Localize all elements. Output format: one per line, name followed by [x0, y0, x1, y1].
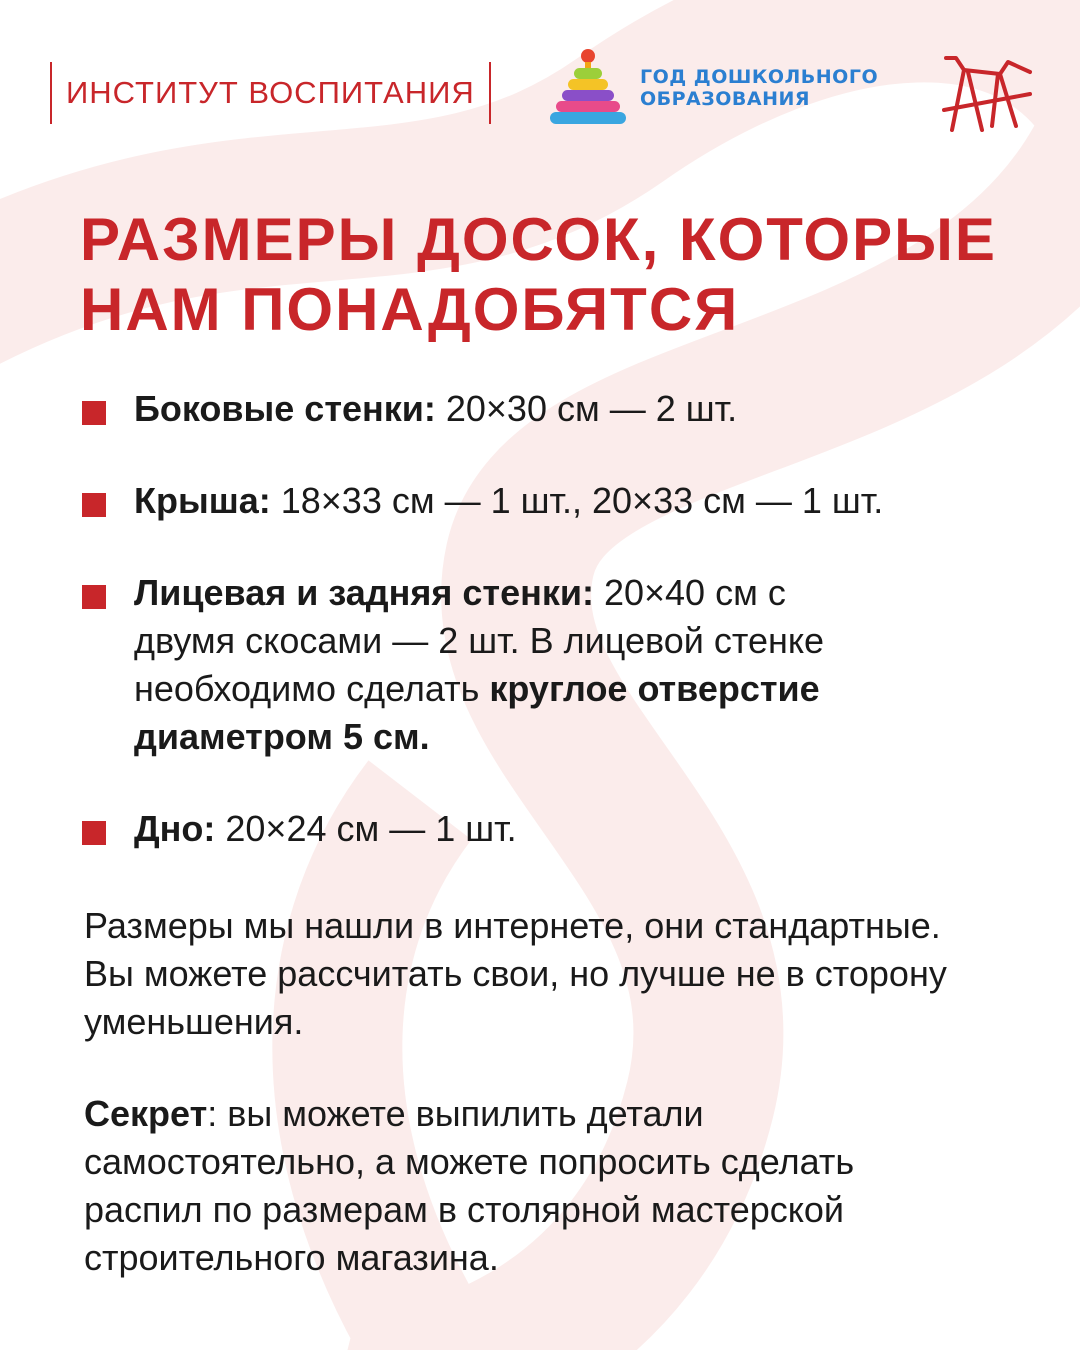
title-line1: РАЗМЕРЫ ДОСОК, КОТОРЫЕ: [80, 206, 997, 273]
institute-name: ИНСТИТУТ ВОСПИТАНИЯ: [66, 75, 475, 110]
header: [0, 0, 1080, 170]
list-item: [82, 569, 894, 761]
toy-pyramid-icon: [548, 48, 628, 128]
year-of-preschool-logo: [548, 48, 878, 128]
item-text: 20×30 см — 2 шт.: [435, 388, 738, 429]
bullet-square-icon: [82, 401, 106, 425]
page-title: [80, 205, 1040, 345]
item-text: 20×40 см с двумя скосами — 2 шт. В лицевой стенке необходимо сделать: [134, 572, 825, 709]
item-label: Боковые стенки:: [134, 388, 436, 429]
board-sizes-list: [82, 385, 1042, 897]
divider-right: [489, 62, 491, 124]
title-line2: НАМ ПОНАДОБЯТСЯ: [80, 276, 740, 343]
rocking-horse-icon: [938, 50, 1038, 132]
secret-text: : вы можете выпилить детали самостоятельно, а можете попросить сделать распил по размерам в столярной мастерской строительного магазина.: [84, 1093, 855, 1278]
year-logo-text: [640, 66, 878, 110]
item-label: Лицевая и задняя стенки:: [134, 572, 594, 613]
bullet-square-icon: [82, 585, 106, 609]
list-item: [82, 385, 1042, 433]
list-item: [82, 477, 1042, 525]
item-text: 18×33 см — 1 шт., 20×33 см — 1 шт.: [270, 480, 884, 521]
institute-logo: [50, 62, 491, 124]
sizes-note-paragraph: Размеры мы нашли в интернете, они стандартные. Вы можете рассчитать свои, но лучше не в сторону уменьшения.: [84, 905, 947, 1042]
item-label: Крыша:: [134, 480, 271, 521]
bullet-square-icon: [82, 821, 106, 845]
list-item: [82, 805, 1042, 853]
year-logo-line2: ОБРАЗОВАНИЯ: [640, 88, 811, 110]
item-text: 20×24 см — 1 шт.: [215, 808, 517, 849]
item-emphasis: круглое отверстие диаметром 5 см.: [134, 668, 820, 757]
item-label: Дно:: [134, 808, 216, 849]
secret-paragraph: [84, 1090, 964, 1282]
bullet-square-icon: [82, 493, 106, 517]
secret-label: Секрет: [84, 1093, 208, 1134]
year-logo-line1: ГОД ДОШКОЛЬНОГО: [640, 66, 879, 88]
